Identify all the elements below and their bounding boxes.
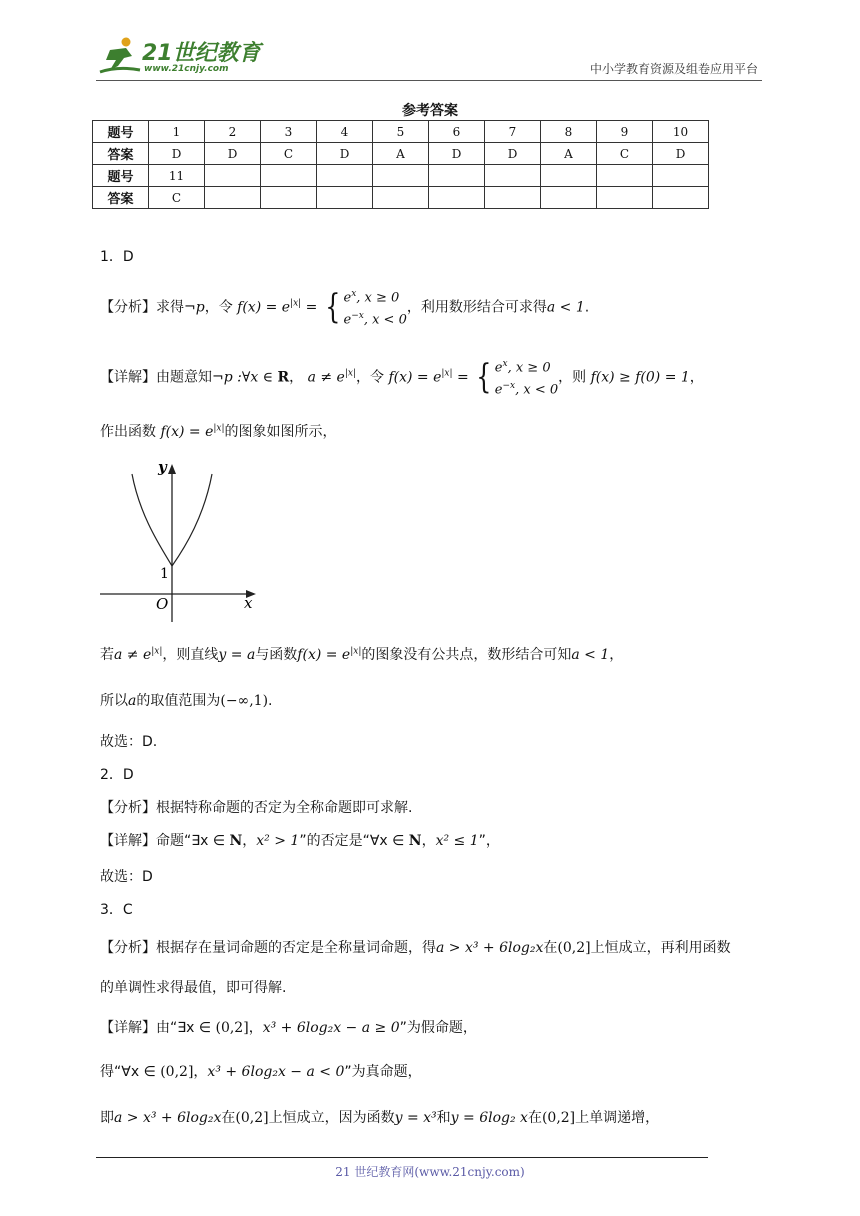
text-run: 在 xyxy=(527,1110,542,1126)
logo xyxy=(96,36,266,78)
text-run: 作出函数 xyxy=(100,424,161,440)
q2-choose: 故选：D xyxy=(100,869,153,885)
math: y = a xyxy=(218,647,256,663)
math: a < 1 xyxy=(571,647,610,663)
footer-text: 21 世纪教育网(www.21cnjy.com) xyxy=(335,1165,525,1179)
table-cell xyxy=(653,187,709,209)
math: N xyxy=(229,833,243,849)
table-cell xyxy=(261,165,317,187)
row-label: 题号 xyxy=(93,121,149,143)
table-cell: D xyxy=(149,143,205,165)
text-run: 【分析】求得¬ xyxy=(100,299,196,316)
table-cell: C xyxy=(597,143,653,165)
text-run: ，利用数形结合可求得 xyxy=(406,299,547,316)
math: f(x) = e xyxy=(160,424,214,440)
math-sup: x xyxy=(502,359,508,369)
text-run: ，令 xyxy=(204,299,238,316)
math: x³ + 6log₂x − a < 0 xyxy=(207,1064,345,1080)
math: f(x) = e xyxy=(237,299,291,316)
table-cell xyxy=(205,165,261,187)
text-run: ，令 xyxy=(355,369,389,386)
math: x² > 1 xyxy=(256,833,300,849)
curve-left xyxy=(132,474,172,566)
table-cell: 11 xyxy=(149,165,205,187)
table-cell xyxy=(541,165,597,187)
math: (0,2] xyxy=(215,1020,249,1036)
table-row xyxy=(93,187,709,209)
text-run: . xyxy=(268,693,273,709)
math: e xyxy=(494,382,503,398)
text-run: 的取值范围为 xyxy=(136,693,221,709)
math: , x ≥ 0 xyxy=(507,360,551,376)
math: (−∞,1) xyxy=(220,693,269,709)
math: a > x³ + 6log₂x xyxy=(114,1110,222,1126)
table-cell: 3 xyxy=(261,121,317,143)
table-cell: 4 xyxy=(317,121,373,143)
math: a > x³ + 6log₂x xyxy=(436,940,544,956)
math: (0,2] xyxy=(160,1064,194,1080)
table-cell: D xyxy=(317,143,373,165)
q3-get: 得“∀x ∈ (0,2]，x³ + 6log₂x − a < 0”为真命题， xyxy=(100,1064,422,1080)
math: (0,2] xyxy=(235,1110,269,1126)
math: , x < 0 xyxy=(363,312,407,328)
table-cell: 9 xyxy=(597,121,653,143)
footer-divider xyxy=(96,1157,708,1158)
header-platform-text: 中小学教育资源及组卷应用平台 xyxy=(589,62,758,76)
q3-analysis xyxy=(100,937,731,957)
q2-analysis: 【分析】根据特称命题的否定为全称命题即可求解. xyxy=(100,800,413,816)
runner-logo-icon xyxy=(96,36,142,76)
text-run: 上恒成立，因为函数 xyxy=(268,1110,395,1126)
q1-range xyxy=(100,690,273,710)
table-cell: 2 xyxy=(205,121,261,143)
math: a ≠ e xyxy=(114,647,152,663)
q1-choose: 故选：D. xyxy=(100,734,158,750)
table-cell xyxy=(429,187,485,209)
table-cell: D xyxy=(429,143,485,165)
x-label: x xyxy=(244,594,253,612)
math-sup: |x| xyxy=(350,646,362,657)
math-sup: −x xyxy=(351,311,364,322)
piecewise: { $e^x$, x ≥ 0 $e^{-x}$, x < 0 xyxy=(325,287,407,328)
table-cell xyxy=(597,187,653,209)
table-cell: 6 xyxy=(429,121,485,143)
math: (0,2] xyxy=(557,940,591,956)
text-run: 所以 xyxy=(100,693,128,709)
table-cell xyxy=(653,165,709,187)
logo-title: 21世纪教育 xyxy=(142,41,261,66)
answer-table xyxy=(92,120,709,209)
text-run: 【详解】由“∃x ∈ xyxy=(100,1020,216,1036)
text-run: 的图象没有公共点，数形结合可知 xyxy=(361,647,572,663)
table-cell: D xyxy=(205,143,261,165)
math: y = x³ xyxy=(394,1110,437,1126)
q3-detail: 【详解】由“∃x ∈ (0,2]，x³ + 6log₂x − a ≥ 0”为假命题， xyxy=(100,1020,477,1036)
q2-detail xyxy=(100,830,500,850)
text-run: 和 xyxy=(436,1110,451,1126)
math: e xyxy=(343,290,352,306)
table-row xyxy=(93,165,709,187)
table-cell xyxy=(597,165,653,187)
text-run: 的图象如图所示， xyxy=(224,424,337,440)
math: y = 6log₂ x xyxy=(450,1110,528,1126)
table-cell xyxy=(317,165,373,187)
math: p xyxy=(195,299,205,316)
math-sup: x xyxy=(351,289,357,299)
table-cell: 7 xyxy=(485,121,541,143)
table-cell: 10 xyxy=(653,121,709,143)
math: f(x) = e xyxy=(297,647,351,663)
text-run: 【分析】根据存在量词命题的否定是全称量词命题，得 xyxy=(100,940,436,956)
math-sup: |x| xyxy=(290,298,302,309)
row-label: 题号 xyxy=(93,165,149,187)
table-cell xyxy=(541,187,597,209)
math: a xyxy=(128,693,137,709)
q1-heading: 1．D xyxy=(100,249,134,265)
table-cell xyxy=(373,187,429,209)
text-run: 【详解】由题意知¬ xyxy=(100,369,224,386)
table-cell: C xyxy=(149,187,205,209)
row-label: 答案 xyxy=(93,143,149,165)
table-cell: A xyxy=(541,143,597,165)
q1-draw xyxy=(100,421,337,441)
table-cell: 8 xyxy=(541,121,597,143)
text-run: 得“∀x ∈ xyxy=(100,1064,161,1080)
text-run: 上恒成立，再利用函数 xyxy=(590,940,731,956)
math-sup: |x| xyxy=(213,423,225,434)
page-header xyxy=(96,30,762,81)
q1-analysis: 【分析】求得¬p，令 $f(x) = e^{|x|}$ = { $e^x$, x ≥ 0 $e^{-x}$, x < 0，利用数形结合可求得a < 1. xyxy=(100,285,589,330)
q3-heading: 3．C xyxy=(100,902,133,918)
math-sup: |x| xyxy=(344,368,356,379)
math-sup: −x xyxy=(502,381,516,392)
table-row xyxy=(93,121,709,143)
text-run: 在 xyxy=(221,1110,236,1126)
text-run: ”， xyxy=(478,833,500,849)
q3-analysis-line2: 的单调性求得最值，即可得解. xyxy=(100,980,287,996)
text-run: ，则 xyxy=(558,369,591,386)
logo-url: www.21cnjy.com xyxy=(144,64,229,74)
text-run: ， xyxy=(421,833,436,849)
math: , x < 0 xyxy=(515,382,559,398)
math: p :∀x ∈ xyxy=(223,369,278,386)
text-run: 上单调递增， xyxy=(575,1110,660,1126)
intercept-label: 1 xyxy=(160,566,169,582)
table-cell xyxy=(317,187,373,209)
y-label: y xyxy=(158,458,167,476)
text-run: 【详解】命题“∃x ∈ xyxy=(100,833,230,849)
math-sup: |x| xyxy=(441,368,453,379)
math: (0,2] xyxy=(541,1110,576,1126)
q1-if: 若$a \ne e^{|x|}$，则直线y = a与函数$f(x) = e^{|x|}$的图象没有公共点，数形结合可知a < 1， xyxy=(100,646,624,663)
table-cell: D xyxy=(653,143,709,165)
piecewise: { $e^x$, x ≥ 0 $e^{-x}$, x < 0 xyxy=(476,357,559,398)
table-cell: 5 xyxy=(373,121,429,143)
row-label: 答案 xyxy=(93,187,149,209)
text-run: 即 xyxy=(100,1110,114,1126)
math: f(x) ≥ f(0) = 1 xyxy=(590,369,690,386)
text-run: 若 xyxy=(100,647,114,663)
math: , x ≥ 0 xyxy=(356,290,400,306)
table-cell xyxy=(261,187,317,209)
function-graph xyxy=(96,456,262,626)
text-run: ”为假命题， xyxy=(399,1020,477,1036)
q3-then xyxy=(100,1107,659,1127)
page-title: 参考答案 xyxy=(402,103,458,119)
math: N xyxy=(408,833,422,849)
text-run: ”为真命题， xyxy=(344,1064,422,1080)
math: e xyxy=(494,360,503,376)
q1-detail: 【详解】由题意知¬p :∀x ∈ R， $a \ne e^{|x|}$，令 $f(x) = e^{|x|}$ = { $e^x$, x ≥ 0 $e^{-x}$, x < 0，则 f(x) ≥ f(0) = 1， xyxy=(100,355,704,400)
curve-right xyxy=(172,474,212,566)
math: x² ≤ 1 xyxy=(435,833,479,849)
table-cell: 1 xyxy=(149,121,205,143)
table-cell xyxy=(485,187,541,209)
math-sup: |x| xyxy=(151,646,163,657)
origin-label: O xyxy=(156,595,169,613)
y-axis-arrow xyxy=(168,464,176,474)
q2-heading: 2．D xyxy=(100,767,134,783)
text-run: ”的否定是“∀x ∈ xyxy=(299,833,409,849)
math: x³ + 6log₂x − a ≥ 0 xyxy=(262,1020,400,1036)
table-cell xyxy=(205,187,261,209)
table-cell: C xyxy=(261,143,317,165)
table-cell: D xyxy=(485,143,541,165)
text-run: 与函数 xyxy=(255,647,298,663)
table-row xyxy=(93,143,709,165)
math: e xyxy=(343,312,352,328)
math: R xyxy=(277,369,290,386)
math: f(x) = e xyxy=(388,369,442,386)
table-cell xyxy=(485,165,541,187)
text-run: ， xyxy=(242,833,257,849)
table-cell xyxy=(429,165,485,187)
table-cell: A xyxy=(373,143,429,165)
table-cell xyxy=(373,165,429,187)
math: a ≠ e xyxy=(307,369,345,386)
text-run: 在 xyxy=(543,940,558,956)
text-run: ，则直线 xyxy=(162,647,219,663)
math: a < 1 xyxy=(546,299,585,316)
